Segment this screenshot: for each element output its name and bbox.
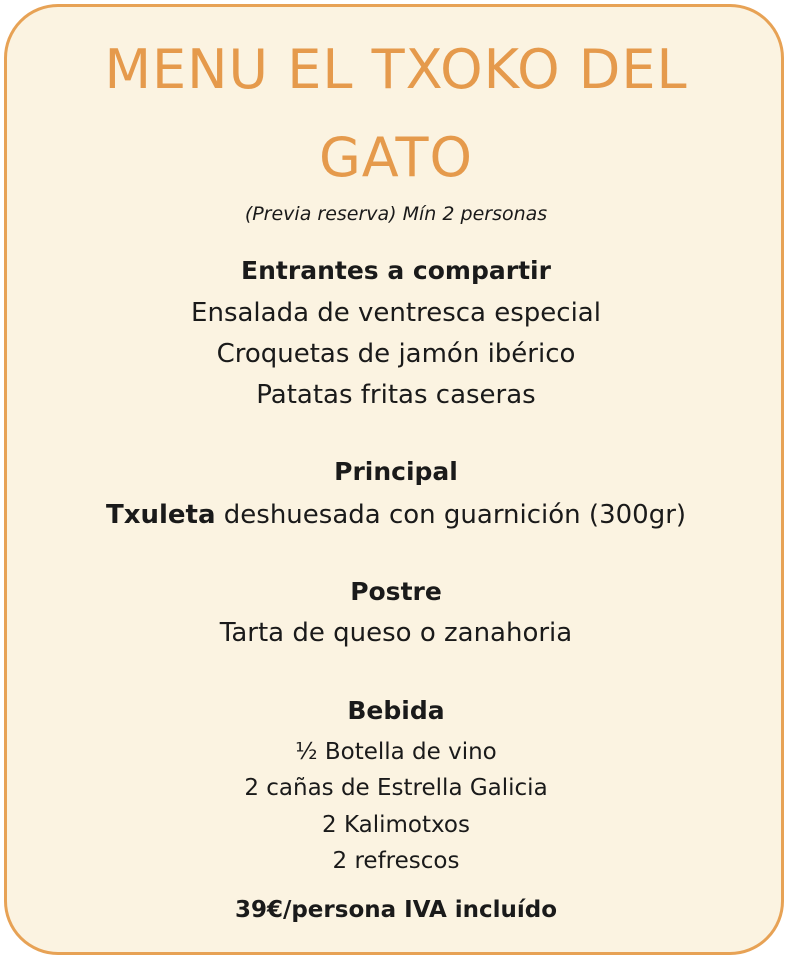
starter-item-1: Ensalada de ventresca especial [191, 298, 601, 328]
menu-title-line-1: MENU EL TXOKO DEL [104, 38, 688, 101]
menu-title-line-2: GATO [318, 126, 474, 189]
starter-item-3: Patatas fritas caseras [256, 380, 536, 410]
price-per-person: 39€/persona IVA incluído [234, 897, 558, 923]
dessert-item: Tarta de queso o zanahoria [219, 618, 573, 648]
drink-item-3: 2 Kalimotxos [322, 812, 470, 838]
main-item-name: Txuleta [105, 500, 216, 530]
starter-item-2: Croquetas de jamón ibérico [216, 339, 576, 369]
menu-title [0, 26, 792, 202]
main-item [0, 495, 792, 536]
main-heading: Principal [334, 457, 458, 486]
drink-item-1: ½ Botella de vino [295, 739, 497, 765]
starters-heading: Entrantes a compartir [241, 256, 551, 285]
main-item-description: deshuesada con guarnición (300gr) [215, 500, 687, 530]
drink-item-4: 2 refrescos [332, 848, 460, 874]
drinks-heading: Bebida [347, 696, 445, 725]
drink-item-2: 2 cañas de Estrella Galicia [244, 775, 548, 801]
reservation-note: (Previa reserva) Mín 2 personas [244, 203, 548, 225]
dessert-heading: Postre [350, 577, 442, 606]
